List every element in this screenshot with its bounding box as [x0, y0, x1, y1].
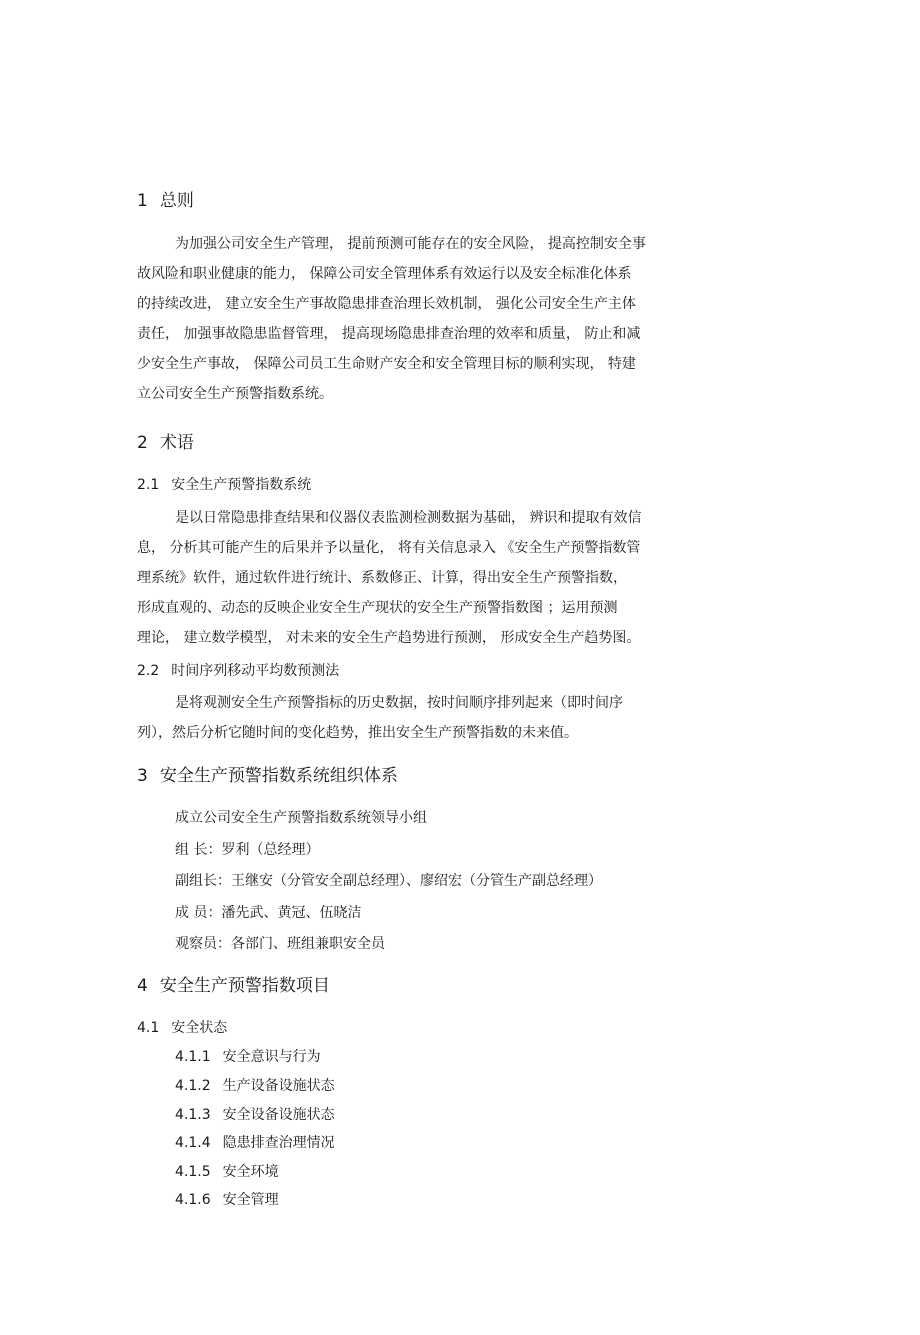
item-title: 安全设备设施状态 — [222, 1107, 335, 1123]
subsection-number: 4.1 — [137, 1020, 160, 1036]
paragraph-line: 形成直观的、动态的反映企业安全生产现状的安全生产预警指数图 ；运用预测 — [137, 600, 618, 616]
paragraph-line: 息， 分析其可能产生的后果并予以量化， 将有关信息录入 《安全生产预警指数管 — [137, 540, 641, 556]
paragraph-line: 理系统》软件，通过软件进行统计、系数修正、计算，得出安全生产预警指数， — [137, 570, 627, 586]
paragraph-line: 是以日常隐患排查结果和仪器仪表监测检测数据为基础， 辨识和提取有效信 — [175, 510, 642, 526]
subsection-2-1-heading — [137, 474, 311, 496]
item-title: 安全意识与行为 — [222, 1049, 321, 1065]
item-4-1-6 — [175, 1189, 279, 1211]
item-4-1-3 — [175, 1104, 335, 1126]
subsection-title: 时间序列移动平均数预测法 — [171, 663, 340, 679]
section-2-heading — [137, 431, 194, 455]
org-line: 成 员：潘先武、黄冠、伍晓洁 — [175, 905, 362, 921]
item-title: 安全管理 — [222, 1192, 279, 1208]
subsection-4-1-heading — [137, 1017, 227, 1039]
org-line: 成立公司安全生产预警指数系统领导小组 — [175, 810, 427, 826]
subsection-number: 2.1 — [137, 477, 160, 493]
subsection-number: 2.2 — [137, 663, 160, 679]
section-title: 术语 — [159, 433, 194, 453]
paragraph-line: 是将观测安全生产预警指标的历史数据，按时间顺序排列起来（即时间序 — [175, 695, 623, 711]
paragraph-2-2 — [137, 688, 697, 748]
paragraph-line: 列），然后分析它随时间的变化趋势，推出安全生产预警指数的未来值。 — [137, 725, 578, 741]
section-4-heading — [137, 974, 330, 998]
item-number: 4.1.3 — [175, 1107, 211, 1123]
section-title: 安全生产预警指数项目 — [159, 976, 330, 996]
item-4-1-1 — [175, 1046, 321, 1068]
item-4-1-4 — [175, 1132, 335, 1154]
section-number: 2 — [137, 433, 148, 453]
subsection-title: 安全状态 — [171, 1020, 228, 1036]
paragraph-line: 立公司安全生产预警指数系统。 — [137, 386, 333, 402]
section-3-heading — [137, 764, 398, 788]
subsection-2-2-heading — [137, 660, 339, 682]
item-title: 生产设备设施状态 — [222, 1078, 335, 1094]
item-number: 4.1.6 — [175, 1192, 211, 1208]
item-number: 4.1.5 — [175, 1164, 211, 1180]
section-title: 安全生产预警指数系统组织体系 — [159, 766, 398, 786]
paragraph-line: 为加强公司安全生产管理， 提前预测可能存在的安全风险， 提高控制安全事 — [175, 236, 646, 252]
section-title: 总则 — [159, 191, 194, 211]
item-number: 4.1.2 — [175, 1078, 211, 1094]
section-1-heading — [137, 189, 194, 213]
section-number: 3 — [137, 766, 148, 786]
org-line: 组 长：罗利（总经理） — [175, 842, 320, 858]
item-title: 隐患排查治理情况 — [222, 1135, 335, 1151]
paragraph-line: 故风险和职业健康的能力， 保障公司安全管理体系有效运行以及安全标准化体系 — [137, 266, 632, 282]
paragraph-general — [137, 229, 697, 409]
org-line: 副组长：王继安（分管安全副总经理）、廖绍宏（分管生产副总经理） — [175, 873, 602, 889]
paragraph-line: 责任， 加强事故隐患监督管理， 提高现场隐患排查治理的效率和质量， 防止和减 — [137, 326, 641, 342]
paragraph-line: 理论， 建立数学模型， 对未来的安全生产趋势进行预测， 形成安全生产趋势图。 — [137, 630, 641, 646]
paragraph-line: 的持续改进， 建立安全生产事故隐患排查治理长效机制， 强化公司安全生产主体 — [137, 296, 636, 312]
section-number: 4 — [137, 976, 148, 996]
item-title: 安全环境 — [222, 1164, 279, 1180]
item-4-1-2 — [175, 1075, 335, 1097]
paragraph-2-1 — [137, 503, 697, 653]
item-number: 4.1.4 — [175, 1135, 211, 1151]
paragraph-line: 少安全生产事故， 保障公司员工生命财产安全和安全管理目标的顺利实现， 特建 — [137, 356, 636, 372]
subsection-title: 安全生产预警指数系统 — [171, 477, 312, 493]
org-line: 观察员：各部门、班组兼职安全员 — [175, 936, 385, 952]
item-number: 4.1.1 — [175, 1049, 211, 1065]
item-4-1-5 — [175, 1161, 279, 1183]
section-number: 1 — [137, 191, 148, 211]
